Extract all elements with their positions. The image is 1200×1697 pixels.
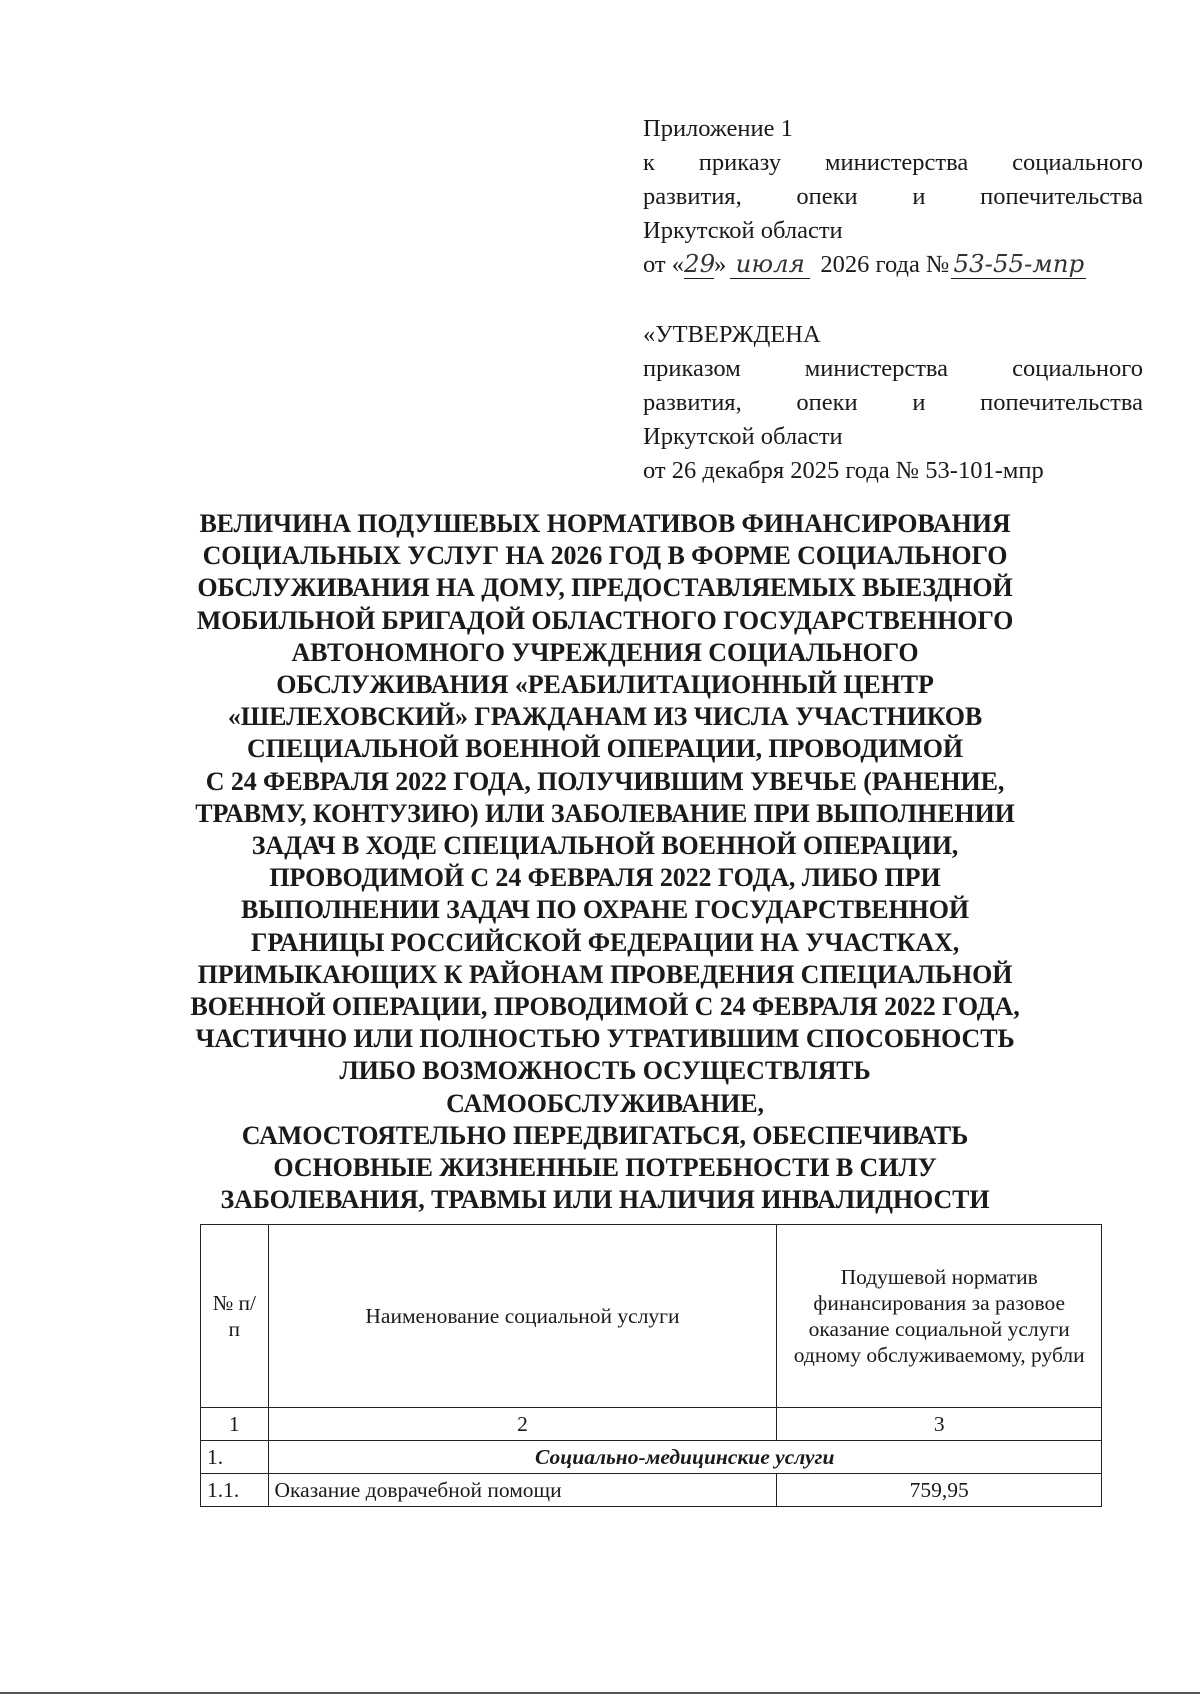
approved-block [643, 318, 1143, 488]
handwritten-day: 29 [684, 249, 716, 278]
handwritten-month: июля [730, 250, 810, 279]
section-number: 1. [201, 1441, 269, 1474]
handwritten-order-number: 53-55-мпр [951, 250, 1086, 279]
column-number: 3 [777, 1408, 1102, 1441]
row-number: 1.1. [201, 1474, 269, 1507]
norms-table [200, 1224, 1102, 1507]
appendix-order-line-3: Иркутской области [643, 217, 843, 244]
approved-line-3: Иркутской области [643, 423, 843, 450]
approved-line-2: развития, опеки и попечительства [643, 389, 1143, 416]
column-number: 1 [201, 1408, 269, 1441]
approved-line-1: приказом министерства социального [643, 355, 1143, 382]
header-service-name: Наименование социальной услуги [268, 1225, 777, 1408]
approved-heading: «УТВЕРЖДЕНА [643, 321, 821, 348]
document-title: ВЕЛИЧИНА ПОДУШЕВЫХ НОРМАТИВОВ ФИНАНСИРОВАНИЯ СОЦИАЛЬНЫХ УСЛУГ НА 2026 ГОД В ФОРМЕ СОЦИАЛЬНОГО ОБСЛУЖИВАНИЯ НА ДОМУ, ПРЕДОСТАВЛЯЕМЫХ ВЫЕЗДНОЙ МОБИЛЬНОЙ БРИГАДОЙ ОБЛАСТНОГО ГОСУДАРСТВЕННОГО АВТОНОМНОГО УЧРЕЖДЕНИЯ СОЦИАЛЬНОГО ОБСЛУЖИВАНИЯ «РЕАБИЛИТАЦИОННЫЙ ЦЕНТР «ШЕЛЕХОВСКИЙ» ГРАЖДАНАМ ИЗ ЧИСЛА УЧАСТНИКОВ СПЕЦИАЛЬНОЙ ВОЕННОЙ ОПЕРАЦИИ, ПРОВОДИМОЙ С 24 ФЕВРАЛЯ 2022 ГОДА, ПОЛУЧИВШИМ УВЕЧЬЕ (РАНЕНИЕ, ТРАВМУ, КОНТУЗИЮ) ИЛИ ЗАБОЛЕВАНИЕ ПРИ ВЫПОЛНЕНИИ ЗАДАЧ В ХОДЕ СПЕЦИАЛЬНОЙ ВОЕННОЙ ОПЕРАЦИИ, ПРОВОДИМОЙ С 24 ФЕВРАЛЯ 2022 ГОДА, ЛИБО ПРИ ВЫПОЛНЕНИИ ЗАДАЧ ПО ОХРАНЕ ГОСУДАРСТВЕННОЙ ГРАНИЦЫ РОССИЙСКОЙ ФЕДЕРАЦИИ НА УЧАСТКАХ, ПРИМЫКАЮЩИХ К РАЙОНАМ ПРОВЕДЕНИЯ СПЕЦИАЛЬНОЙ ВОЕННОЙ ОПЕРАЦИИ, ПРОВОДИМОЙ С 24 ФЕВРАЛЯ 2022 ГОДА, ЧАСТИЧНО ИЛИ ПОЛНОСТЬЮ УТРАТИВШИМ СПОСОБНОСТЬ ЛИБО ВОЗМОЖНОСТЬ ОСУЩЕСТВЛЯТЬ САМООБСЛУЖИВАНИЕ, САМОСТОЯТЕЛЬНО ПЕРЕДВИГАТЬСЯ, ОБЕСПЕЧИВАТЬ ОСНОВНЫЕ ЖИЗНЕННЫЕ ПОТРЕБНОСТИ В СИЛУ ЗАБОЛЕВАНИЯ, ТРАВМЫ ИЛИ НАЛИЧИЯ ИНВАЛИДНОСТИ [190, 509, 1020, 1215]
row-service-name: Оказание доврачебной помощи [268, 1474, 777, 1507]
section-title: Социально-медицинские услуги [268, 1441, 1102, 1474]
row-norm-value: 759,95 [777, 1474, 1102, 1507]
table-header-row [201, 1225, 1102, 1408]
appendix-order-date [643, 248, 1143, 282]
approved-line-4: от 26 декабря 2025 года № 53-101-мпр [643, 457, 1044, 484]
appendix-number: Приложение 1 [643, 115, 793, 142]
column-numbers-row [201, 1408, 1102, 1441]
header-norm: Подушевой норматив финансирования за разовое оказание социальной услуги одному обслуживаемому, рубли [777, 1225, 1102, 1408]
appendix-order-line-2: развития, опеки и попечительства [643, 183, 1143, 210]
column-number: 2 [268, 1408, 777, 1441]
header-num: № п/п [201, 1225, 269, 1408]
table-row [201, 1474, 1102, 1507]
year-text: 2026 года № [820, 251, 950, 278]
section-row [201, 1441, 1102, 1474]
appendix-header [643, 112, 1143, 488]
date-suffix: » [714, 251, 727, 278]
appendix-order-line-1: к приказу министерства социального [643, 149, 1143, 176]
scan-bottom-edge [0, 1692, 1200, 1694]
date-prefix: от « [643, 251, 685, 278]
